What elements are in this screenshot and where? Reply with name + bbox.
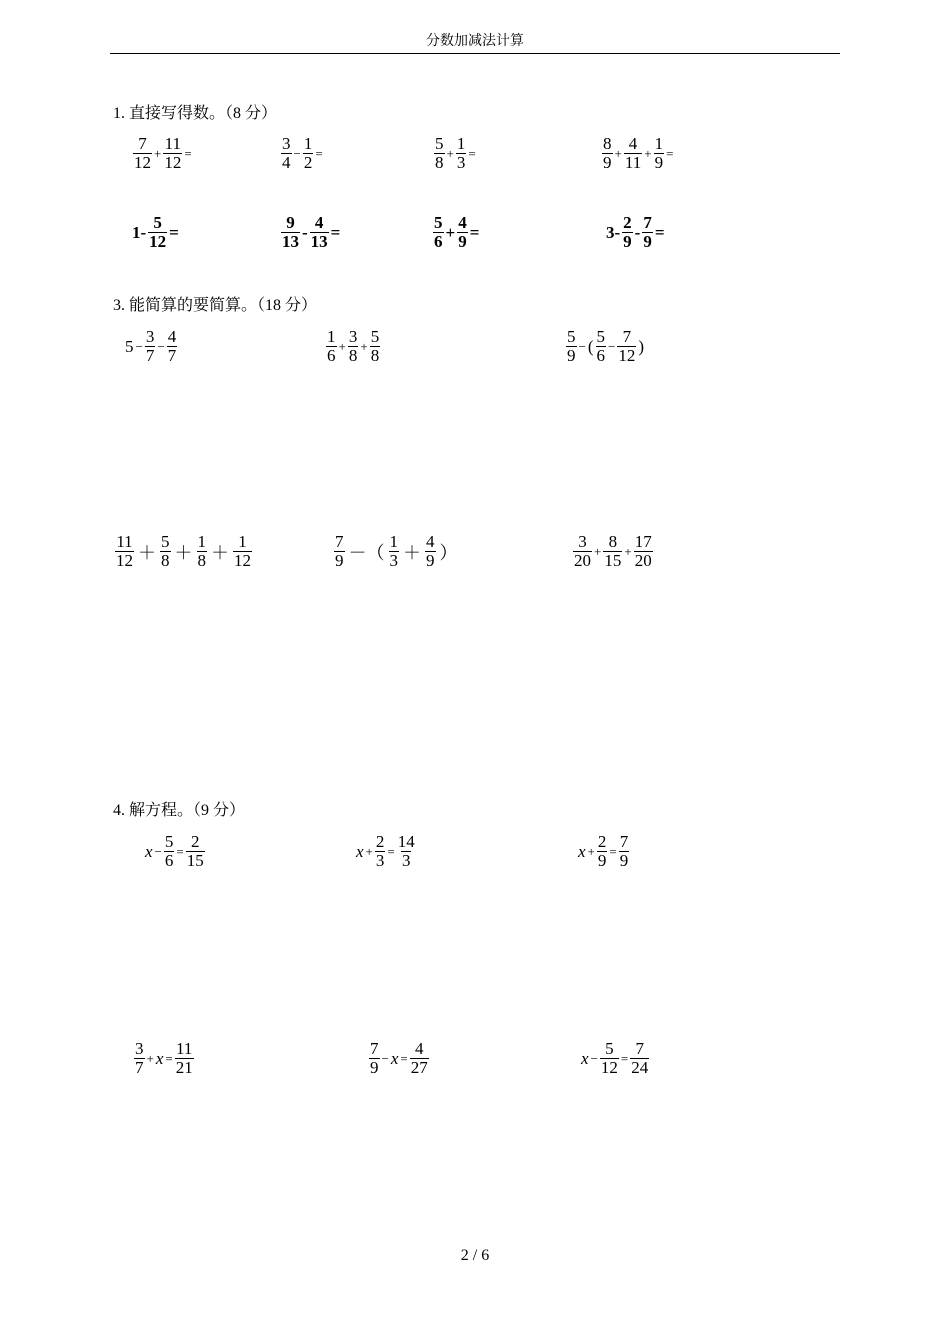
numerator: 4	[314, 213, 324, 232]
fraction	[197, 533, 208, 570]
operator: +	[446, 145, 454, 161]
fraction	[433, 214, 444, 251]
variable: x	[155, 1048, 164, 1068]
problem-1-6	[280, 214, 341, 251]
denominator: 24	[631, 1058, 649, 1077]
fraction	[457, 214, 468, 251]
numerator: 4	[628, 134, 638, 153]
fraction	[634, 533, 653, 570]
fraction	[397, 833, 416, 870]
fraction	[425, 533, 436, 570]
fraction	[630, 1040, 649, 1077]
numerator: 5	[161, 532, 170, 551]
operator: +	[445, 222, 456, 242]
denominator: 9	[643, 232, 652, 251]
numerator: 4	[414, 1039, 424, 1058]
section-title-solve-equations: 4. 解方程。（9 分）	[113, 802, 246, 819]
denominator: 9	[458, 232, 467, 251]
numerator: 7	[643, 213, 652, 232]
problem-1-7	[432, 214, 480, 251]
term: )	[638, 336, 645, 356]
denominator: 20	[634, 551, 652, 570]
problem-1-8	[605, 214, 666, 251]
fraction	[163, 135, 182, 172]
problem-3-1	[124, 328, 178, 365]
numerator: 3	[578, 532, 587, 551]
denominator: 9	[654, 153, 664, 172]
numerator: 7	[335, 532, 344, 551]
numerator: 14	[397, 832, 415, 851]
numerator: 2	[190, 832, 200, 851]
fraction	[186, 833, 205, 870]
numerator: 1	[238, 532, 247, 551]
problem-3-6	[572, 533, 654, 570]
operator: +	[624, 543, 632, 559]
denominator: 12	[618, 346, 636, 365]
section-title-simplify: 3. 能简算的要简算。（18 分）	[113, 297, 318, 314]
denominator: 9	[619, 851, 629, 870]
fraction	[310, 214, 329, 251]
equation-2	[355, 833, 417, 870]
denominator: 11	[624, 153, 642, 172]
numerator: 5	[370, 327, 380, 346]
operator: =	[609, 843, 617, 859]
operator: +	[594, 543, 602, 559]
numerator: 17	[634, 532, 652, 551]
denominator: 8	[348, 346, 358, 365]
term: (	[587, 336, 594, 356]
header-rule	[110, 53, 840, 54]
fraction	[602, 135, 613, 172]
problem-1-1	[132, 135, 193, 172]
denominator: 7	[135, 1058, 144, 1077]
numerator: 5	[605, 1039, 614, 1058]
numerator: 2	[375, 832, 385, 851]
denominator: 21	[175, 1058, 193, 1077]
operator: =	[315, 145, 323, 161]
numerator: 1	[389, 532, 398, 551]
term: 1-	[132, 222, 147, 242]
problem-3-3	[565, 328, 645, 365]
denominator: 12	[164, 153, 182, 172]
problem-3-4	[114, 533, 253, 570]
operator: +	[587, 843, 595, 859]
section-title-direct-answers: 1. 直接写得数。（8 分）	[113, 105, 278, 122]
numerator: 7	[622, 327, 632, 346]
numerator: 1	[327, 327, 336, 346]
operator: =	[184, 145, 192, 161]
denominator: 20	[574, 551, 591, 570]
numerator: 5	[567, 327, 576, 346]
denominator: 12	[116, 551, 133, 570]
denominator: 7	[145, 346, 155, 365]
numerator: 5	[596, 327, 606, 346]
fraction	[600, 1040, 619, 1077]
denominator: 6	[327, 346, 336, 365]
variable: x	[581, 1048, 589, 1068]
numerator: 7	[370, 1039, 379, 1058]
operator: ）	[439, 542, 458, 563]
denominator: 13	[310, 232, 328, 251]
operator: +	[614, 145, 622, 161]
fraction	[134, 1040, 145, 1077]
denominator: 15	[604, 551, 622, 570]
fraction	[148, 214, 167, 251]
fraction	[597, 833, 608, 870]
fraction	[281, 214, 300, 251]
fraction	[145, 328, 156, 365]
fraction	[334, 533, 345, 570]
denominator: 3	[401, 851, 411, 870]
numerator: 3	[348, 327, 358, 346]
fraction	[624, 135, 642, 172]
denominator: 6	[164, 851, 174, 870]
term: 3-	[606, 222, 621, 242]
denominator: 9	[597, 851, 607, 870]
operator: +	[338, 338, 346, 354]
operator: −	[293, 145, 301, 161]
denominator: 6	[596, 346, 606, 365]
numerator: 2	[623, 213, 632, 232]
denominator: 4	[282, 153, 291, 172]
numerator: 3	[135, 1039, 144, 1058]
denominator: 12	[149, 232, 167, 251]
operator: =	[169, 222, 179, 242]
denominator: 8	[197, 551, 206, 570]
fraction	[167, 328, 178, 365]
fraction	[434, 135, 445, 172]
numerator: 4	[426, 532, 435, 551]
numerator: 11	[176, 1039, 193, 1058]
equation-3	[577, 833, 630, 870]
fraction	[369, 1040, 380, 1077]
problem-1-2	[280, 135, 324, 172]
equation-5	[368, 1040, 430, 1077]
fraction	[281, 135, 292, 172]
denominator: 3	[375, 851, 385, 870]
numerator: 8	[608, 532, 618, 551]
denominator: 8	[161, 551, 170, 570]
numerator: 5	[164, 832, 174, 851]
operator: ＋	[403, 542, 421, 563]
problem-3-2	[325, 328, 381, 365]
denominator: 12	[134, 153, 151, 172]
operator: －（	[348, 542, 385, 563]
fraction	[573, 533, 592, 570]
denominator: 6	[434, 232, 443, 251]
problem-1-4	[601, 135, 674, 172]
page-number: 2 / 6	[460, 1247, 490, 1264]
fraction	[175, 1040, 194, 1077]
numerator: 4	[458, 213, 467, 232]
variable: x	[145, 841, 153, 861]
operator: −	[608, 338, 616, 354]
denominator: 9	[623, 232, 632, 251]
operator: -	[302, 222, 308, 242]
operator: =	[666, 145, 674, 161]
fraction	[596, 328, 607, 365]
operator: −	[135, 338, 143, 354]
fraction	[566, 328, 577, 365]
fraction	[456, 135, 467, 172]
denominator: 3	[389, 551, 398, 570]
fraction	[370, 328, 381, 365]
fraction	[303, 135, 314, 172]
operator: =	[387, 843, 395, 859]
fraction	[619, 833, 630, 870]
numerator: 1	[654, 134, 664, 153]
operator: −	[590, 1050, 598, 1066]
numerator: 7	[138, 134, 147, 153]
operator: =	[176, 843, 184, 859]
problem-3-5	[333, 533, 461, 570]
denominator: 8	[370, 346, 380, 365]
fraction	[642, 214, 653, 251]
numerator: 1	[456, 134, 466, 153]
numerator: 5	[435, 134, 444, 153]
numerator: 5	[153, 213, 162, 232]
denominator: 15	[186, 851, 204, 870]
operator: =	[620, 1050, 629, 1066]
operator: +	[360, 338, 368, 354]
operator: ＋	[138, 542, 156, 563]
numerator: 11	[164, 134, 182, 153]
numerator: 9	[286, 213, 295, 232]
operator: -	[634, 222, 641, 242]
fraction	[233, 533, 252, 570]
operator: −	[381, 1050, 389, 1066]
denominator: 8	[435, 153, 444, 172]
term: 5	[125, 336, 134, 356]
operator: =	[654, 222, 665, 242]
page-header-title: 分数加减法计算	[426, 34, 524, 49]
denominator: 9	[370, 1058, 379, 1077]
denominator: 27	[410, 1058, 428, 1077]
denominator: 9	[567, 346, 576, 365]
problem-1-5	[131, 214, 180, 251]
operator: −	[157, 338, 165, 354]
fraction	[389, 533, 400, 570]
operator: −	[154, 843, 162, 859]
denominator: 13	[282, 232, 299, 251]
operator: ＋	[174, 542, 193, 563]
denominator: 2	[303, 153, 313, 172]
fraction	[160, 533, 171, 570]
numerator: 4	[167, 327, 177, 346]
fraction	[622, 214, 633, 251]
denominator: 7	[167, 346, 177, 365]
fraction	[603, 533, 622, 570]
operator: +	[365, 843, 373, 859]
variable: x	[356, 841, 364, 861]
denominator: 3	[456, 153, 466, 172]
operator: −	[578, 338, 586, 354]
numerator: 7	[619, 832, 629, 851]
operator: +	[154, 145, 162, 161]
numerator: 5	[434, 213, 443, 232]
fraction	[410, 1040, 429, 1077]
numerator: 11	[116, 532, 133, 551]
variable: x	[578, 841, 586, 861]
equation-1	[144, 833, 206, 870]
fraction	[164, 833, 175, 870]
numerator: 1	[303, 134, 313, 153]
denominator: 12	[234, 551, 251, 570]
numerator: 3	[145, 327, 155, 346]
denominator: 9	[335, 551, 344, 570]
numerator: 3	[282, 134, 291, 153]
operator: =	[468, 145, 476, 161]
fraction	[617, 328, 636, 365]
operator: =	[400, 1050, 408, 1066]
problem-1-3	[433, 135, 477, 172]
fraction	[654, 135, 665, 172]
operator: =	[165, 1050, 173, 1066]
numerator: 2	[597, 832, 607, 851]
denominator: 9	[603, 153, 612, 172]
equation-6	[580, 1040, 650, 1077]
operator: +	[146, 1050, 154, 1066]
fraction	[348, 328, 359, 365]
fraction	[133, 135, 152, 172]
fraction	[375, 833, 386, 870]
denominator: 9	[426, 551, 435, 570]
fraction	[326, 328, 337, 365]
fraction	[115, 533, 134, 570]
denominator: 12	[600, 1058, 618, 1077]
numerator: 1	[197, 532, 206, 551]
numerator: 8	[603, 134, 612, 153]
operator: +	[644, 145, 652, 161]
operator: =	[469, 222, 480, 242]
equation-4	[133, 1040, 195, 1077]
numerator: 7	[635, 1039, 644, 1058]
operator: ＋	[211, 542, 229, 563]
variable: x	[390, 1048, 399, 1068]
operator: =	[330, 222, 341, 242]
